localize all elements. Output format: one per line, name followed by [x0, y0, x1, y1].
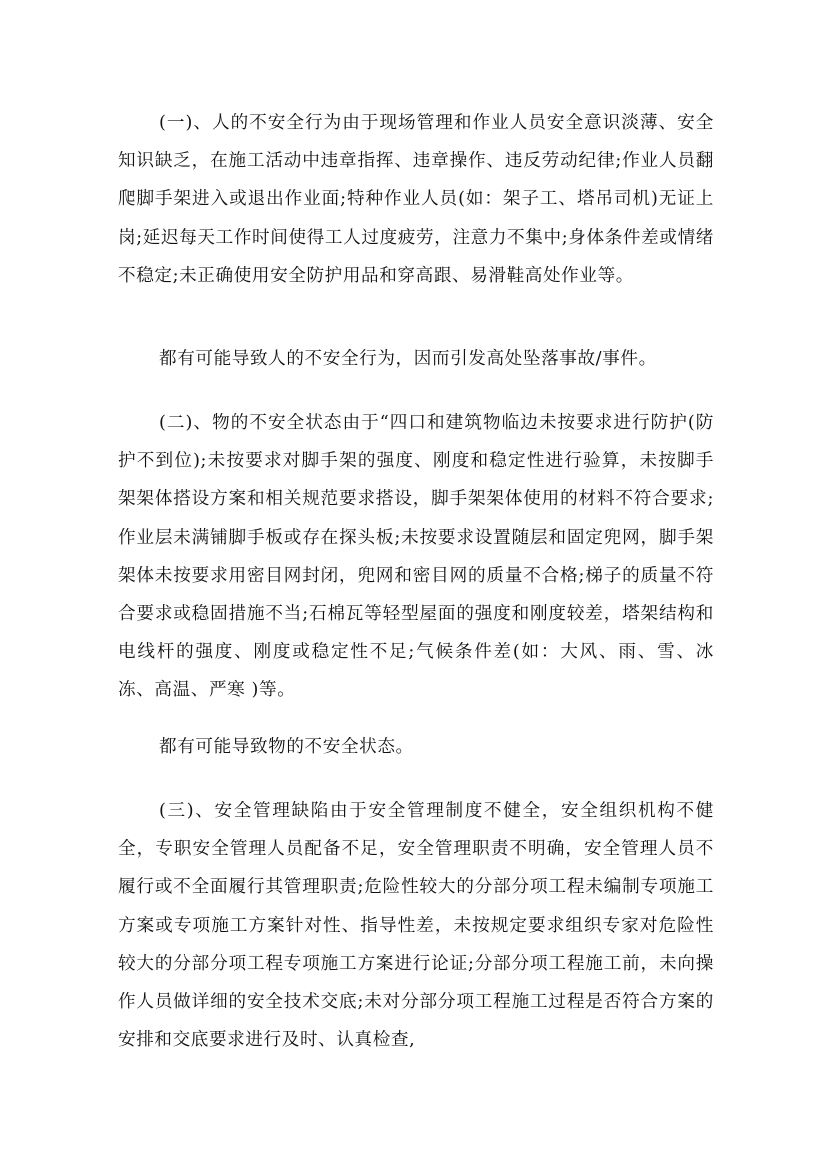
paragraph-human-unsafe-behavior: (一)、人的不安全行为由于现场管理和作业人员安全意识淡薄、安全知识缺乏，在施工活动中违章指挥、违章操作、违反劳动纪律;作业人员翻爬脚手架进入或退出作业面;特种作业人员(如：架子工、塔吊司机)无证上岗;延迟每天工作时间使得工人过度疲劳，注意力不集中;身体条件差或情绪不稳定;未正确使用安全防护用品和穿高跟、易滑鞋高处作业等。 [118, 113, 714, 286]
paragraph-object-unsafe-state: (二)、物的不安全状态由于“四口和建筑物临边未按要求进行防护(防护不到位);未按要求对脚手架的强度、刚度和稳定性进行验算，未按脚手架架体搭设方案和相关规范要求搭设，脚手架架体使用的材料不符合要求;作业层未满铺脚手板或存在探头板;未按要求设置随层和固定兜网，脚手架架体未按要求用密目网封闭，兜网和密目网的质量不合格;梯子的质量不符合要求或稳固措施不当;石棉瓦等轻型屋面的强度和刚度较差，塔架结构和电线杆的强度、刚度或稳定性不足;气候条件差(如：大风、雨、雪、冰冻、高温、严寒 )等。 [118, 413, 714, 701]
paragraph-object-summary: 都有可能导致物的不安全状态。 [159, 737, 414, 757]
paragraph-human-summary: 都有可能导致人的不安全行为，因而引发高处坠落事故/事件。 [159, 349, 657, 369]
paragraph-management-defects: (三)、安全管理缺陷由于安全管理制度不健全，安全组织机构不健全，专职安全管理人员配备不足，安全管理职责不明确，安全管理人员不履行或不全面履行其管理职责;危险性较大的分部分项工程未编制专项施工方案或专项施工方案针对性、指导性差，未按规定要求组织专家对危险性较大的分部分项工程专项施工方案进行论证;分部分项工程施工前，未向操作人员做详细的安全技术交底;未对分部分项工程施工过程是否符合方案的安排和交底要求进行及时、认真检查, [118, 801, 714, 1051]
